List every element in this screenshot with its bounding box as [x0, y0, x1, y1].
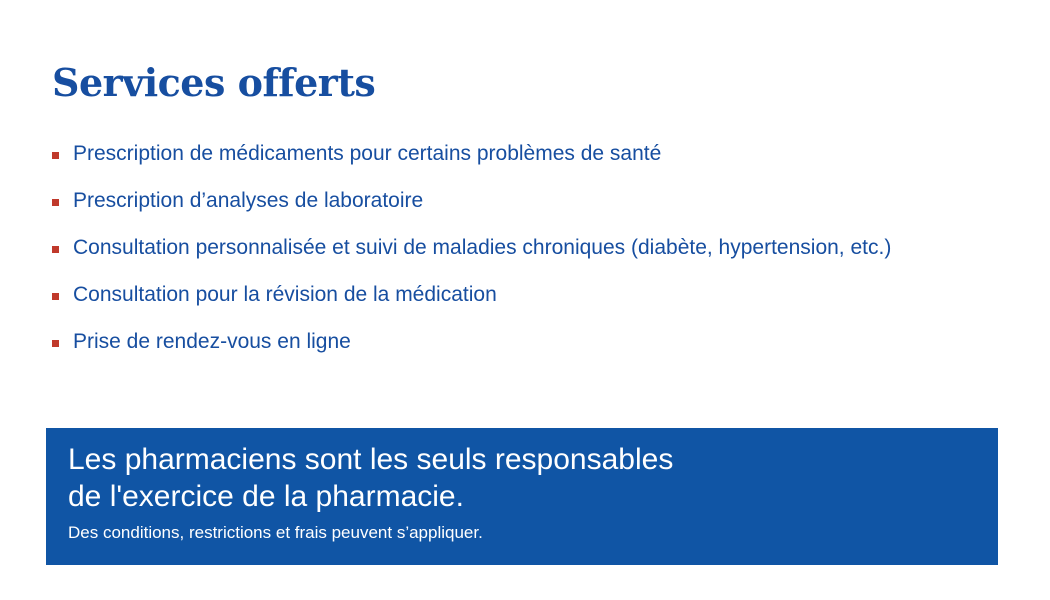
page-title: Services offerts	[52, 60, 376, 105]
list-item	[52, 281, 1032, 315]
square-bullet-icon	[52, 152, 59, 159]
list-item-label: Consultation pour la révision de la médication	[73, 283, 497, 306]
services-bullet-list	[52, 140, 1032, 375]
list-item	[52, 328, 1032, 362]
callout-line-2: de l'exercice de la pharmacie.	[68, 479, 464, 513]
callout-subtext: Des conditions, restrictions et frais peuvent s’appliquer.	[68, 523, 483, 543]
square-bullet-icon	[52, 199, 59, 206]
disclaimer-callout	[46, 428, 998, 565]
square-bullet-icon	[52, 246, 59, 253]
callout-line-1: Les pharmaciens sont les seuls responsables	[68, 443, 674, 476]
list-item-label: Prise de rendez-vous en ligne	[73, 330, 351, 353]
square-bullet-icon	[52, 340, 59, 347]
list-item-label: Prescription de médicaments pour certains problèmes de santé	[73, 142, 662, 165]
list-item-label: Consultation personnalisée et suivi de maladies chroniques (diabète, hypertension, etc.)	[73, 236, 892, 259]
square-bullet-icon	[52, 293, 59, 300]
list-item	[52, 187, 1032, 221]
list-item-label: Prescription d’analyses de laboratoire	[73, 189, 424, 212]
list-item	[52, 234, 1032, 268]
list-item	[52, 140, 1032, 174]
